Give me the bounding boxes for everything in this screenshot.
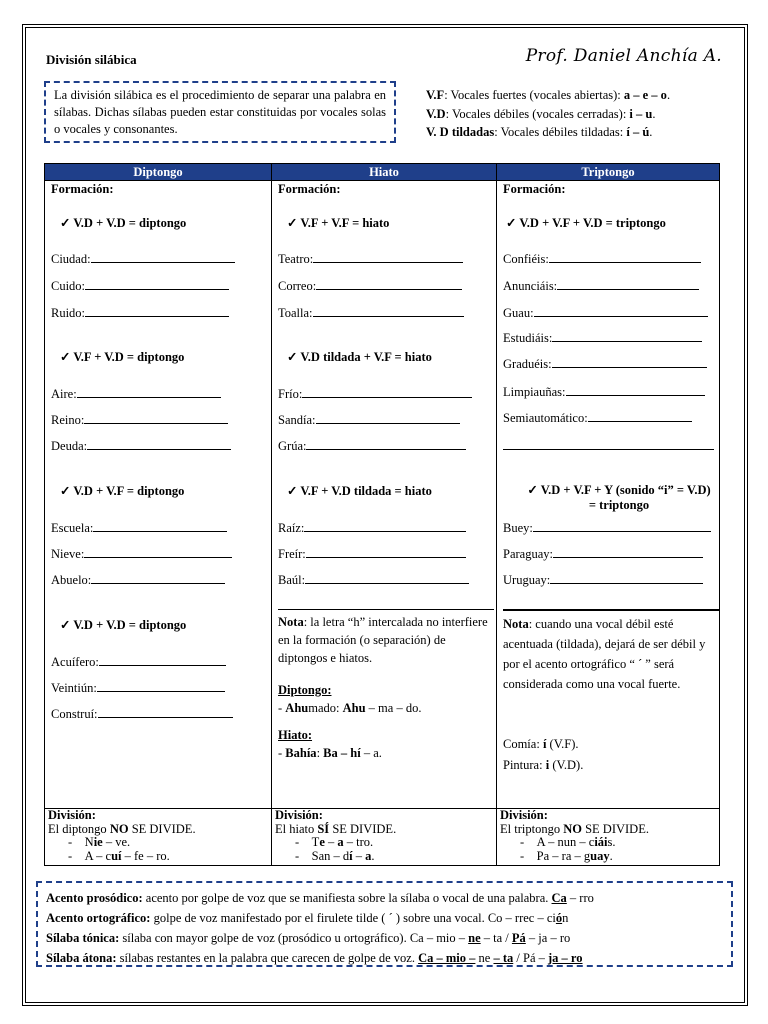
division-example: - San – dí – a.	[295, 848, 375, 863]
division-example: - Nie – ve.	[68, 835, 131, 849]
division-label: División:	[275, 808, 323, 822]
word-row: Buey:	[503, 519, 711, 536]
division-example: - Te – a – tro.	[295, 835, 374, 849]
word-row: Ciudad:	[51, 250, 235, 267]
example-diptongo: - Ahumado: Ahu – ma – do.	[278, 701, 422, 715]
word-row: Estudiáis:	[503, 329, 702, 346]
formacion-label: Formación:	[278, 182, 341, 196]
glossary-box	[36, 881, 733, 967]
col-triptongo	[497, 181, 720, 809]
word-row: Construí:	[51, 705, 233, 722]
word-row: Sandía:	[278, 411, 460, 428]
divider	[503, 609, 719, 611]
division-hiato	[272, 809, 497, 866]
intro-text: La división silábica es el procedimiento de separar una palabra en sílabas. Dichas sílabas pueden estar constituidas por vocales solas o vocales y consonantes.	[54, 88, 386, 136]
glossary-acento-ortografico: Acento ortográfico: golpe de voz manifestado por el firulete tilde ( ´ ) sobre una vocal. Co – rrec – ción	[46, 911, 569, 925]
glossary-silaba-tonica: Sílaba tónica: sílaba con mayor golpe de voz (prosódico u ortográfico). Ca – mio – ne – ta / Pá – ja – ro	[46, 931, 571, 945]
division-rule: El hiato SÍ SE DIVIDE.	[275, 821, 397, 836]
word-row: Frío:	[278, 385, 472, 402]
division-example: - A – nun – ciáis.	[520, 835, 616, 849]
example-comia: Comía: í (V.F).	[503, 737, 579, 751]
word-row: Paraguay:	[503, 545, 703, 562]
word-row: Ruido:	[51, 304, 229, 321]
word-row: Limpiauñas:	[503, 383, 705, 400]
word-row: Teatro:	[278, 250, 463, 267]
rule-vf-vdt: ✓ V.F + V.D tildada = hiato	[287, 484, 432, 498]
division-triptongo	[497, 809, 720, 866]
note-h: Nota: la letra “h” intercalada no interfiere en la formación (o separación) de diptongos e hiatos.	[278, 615, 488, 665]
rule-vf-vf: ✓ V.F + V.F = hiato	[287, 216, 390, 230]
example-diptongo-title: Diptongo:	[278, 683, 332, 697]
word-row: Toalla:	[278, 304, 464, 321]
rule-vf-vd: ✓ V.F + V.D = diptongo	[60, 350, 185, 364]
glossary-acento-prosodico: Acento prosódico: acento por golpe de voz que se manifiesta sobre la sílaba o vocal de una palabra. Ca – rro	[46, 891, 594, 905]
rule-vd-vd: ✓ V.D + V.D = diptongo	[60, 216, 187, 230]
word-row: Uruguay:	[503, 571, 703, 588]
definition-vd: V.D: Vocales débiles (vocales cerradas): i – u.	[426, 106, 656, 121]
vowel-definitions	[426, 86, 736, 142]
word-row: Cuido:	[51, 277, 229, 294]
word-row: Correo:	[278, 277, 462, 294]
rule-vd-vf: ✓ V.D + V.F = diptongo	[60, 484, 185, 498]
word-row	[503, 437, 714, 454]
note-tilde: Nota: cuando una vocal débil esté acentuada (tildada), dejará de ser débil y por el acento ortográfico “ ´ ” será considerada como una vocal fuerte.	[503, 617, 706, 691]
division-example: - A – cuí – fe – ro.	[68, 848, 170, 863]
syllable-table	[44, 163, 720, 866]
word-row: Acuífero:	[51, 653, 226, 670]
word-row: Confiéis:	[503, 250, 701, 267]
formacion-label: Formación:	[503, 182, 566, 196]
word-row: Anunciáis:	[503, 277, 699, 294]
rule-vdt-vf: ✓ V.D tildada + V.F = hiato	[287, 350, 432, 364]
col-hiato	[272, 181, 497, 809]
division-example: - Pa – ra – guay.	[520, 848, 613, 863]
division-label: División:	[500, 808, 548, 822]
divider	[278, 609, 494, 610]
word-row: Reino:	[51, 411, 228, 428]
rule-vd-vf-y: ✓ V.D + V.F + Y (sonido “i” = V.D) = triptongo	[527, 483, 711, 512]
rule-vd-vf-vd: ✓ V.D + V.F + V.D = triptongo	[506, 216, 666, 230]
word-row: Semiautomático:	[503, 409, 692, 426]
word-row: Veintiún:	[51, 679, 225, 696]
word-row: Guau:	[503, 304, 708, 321]
example-hiato: - Bahía: Ba – hí – a.	[278, 746, 382, 760]
glossary-silaba-atona: Sílaba átona: sílabas restantes en la palabra que carecen de golpe de voz. Ca – mio – ne – ta / Pá – ja – ro	[46, 951, 583, 965]
division-label: División:	[48, 808, 96, 822]
word-row: Graduéis:	[503, 355, 707, 372]
author-signature: Prof. Daniel Anchía A.	[525, 46, 722, 66]
word-row: Escuela:	[51, 519, 227, 536]
word-row: Grúa:	[278, 437, 466, 454]
example-hiato-title: Hiato:	[278, 728, 313, 742]
division-rule: El diptongo NO SE DIVIDE.	[48, 821, 196, 836]
word-row: Baúl:	[278, 571, 469, 588]
formacion-label: Formación:	[51, 182, 114, 196]
col-diptongo	[45, 181, 272, 809]
division-rule: El triptongo NO SE DIVIDE.	[500, 821, 649, 836]
header-diptongo: Diptongo	[45, 164, 272, 181]
definition-vd-tildadas: V. D tildadas: Vocales débiles tildadas: í – ú.	[426, 125, 653, 139]
word-row: Nieve:	[51, 545, 232, 562]
word-row: Aire:	[51, 385, 221, 402]
header-hiato: Hiato	[272, 164, 497, 181]
word-row: Freír:	[278, 545, 466, 562]
header-triptongo: Triptongo	[497, 164, 720, 181]
rule-vd-vd-2: ✓ V.D + V.D = diptongo	[60, 618, 187, 632]
definition-vf: V.F: Vocales fuertes (vocales abiertas): a – e – o.	[426, 88, 671, 102]
page-title: División silábica	[46, 52, 137, 67]
word-row: Abuelo:	[51, 571, 225, 588]
intro-box	[44, 81, 396, 143]
word-row: Raíz:	[278, 519, 466, 536]
division-diptongo	[45, 809, 272, 866]
example-pintura: Pintura: i (V.D).	[503, 758, 584, 772]
word-row: Deuda:	[51, 437, 231, 454]
